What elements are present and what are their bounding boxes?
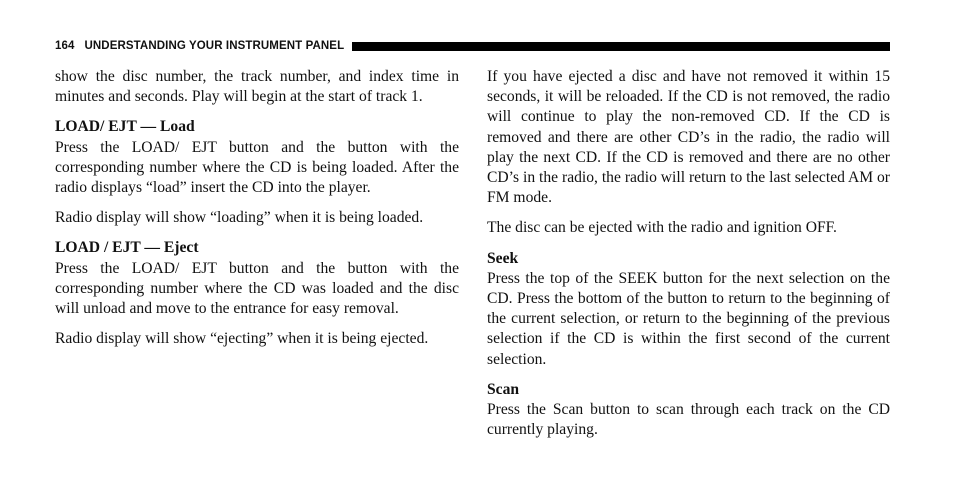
load-paragraph: Press the LOAD/ EJT button and the button with the corresponding number where the CD is being loaded. After the radio displays “load” insert the CD into the player. — [55, 138, 459, 197]
chapter-title: UNDERSTANDING YOUR INSTRUMENT PANEL — [84, 40, 345, 52]
ignition-off-paragraph: The disc can be ejected with the radio and ignition OFF. — [487, 219, 837, 237]
right-column — [487, 67, 890, 450]
ejecting-display-paragraph: Radio display will show “ejecting” when it is being ejected. — [55, 330, 429, 348]
scan-paragraph: Press the Scan button to scan through each track on the CD currently playing. — [487, 401, 890, 439]
running-header — [55, 38, 890, 54]
loading-display-paragraph: Radio display will show “loading” when it is being loaded. — [55, 209, 424, 227]
eject-paragraph: Press the LOAD/ EJT button and the button with the corresponding number where the CD was loaded and the disc will unload and move to the entrance for easy removal. — [55, 259, 459, 318]
seek-heading: Seek — [487, 249, 519, 267]
left-column — [55, 67, 459, 359]
seek-paragraph: Press the top of the SEEK button for the next selection on the CD. Press the bottom of the button to return to the beginning of the current selection, or return to the beginning of the previous selection if the CD is within the first second of the current selection. — [487, 269, 890, 368]
scan-heading: Scan — [487, 380, 520, 398]
eject-heading: LOAD / EJT — Eject — [55, 239, 199, 257]
page-number: 164 — [55, 40, 75, 52]
header-rule — [352, 42, 890, 51]
load-heading: LOAD/ EJT — Load — [55, 118, 195, 136]
reload-paragraph: If you have ejected a disc and have not removed it within 15 seconds, it will be reloaded. If the CD is not removed, the radio will continue to play the non-removed CD. If the CD is removed and there are other CD’s in the radio, the radio will play the next CD. If the CD is removed and there are no other CD’s in the radio, the radio will return to the last selected AM or FM mode. — [487, 68, 890, 207]
intro-paragraph: show the disc number, the track number, and index time in minutes and seconds. Play will begin at the start of track 1. — [55, 68, 459, 106]
